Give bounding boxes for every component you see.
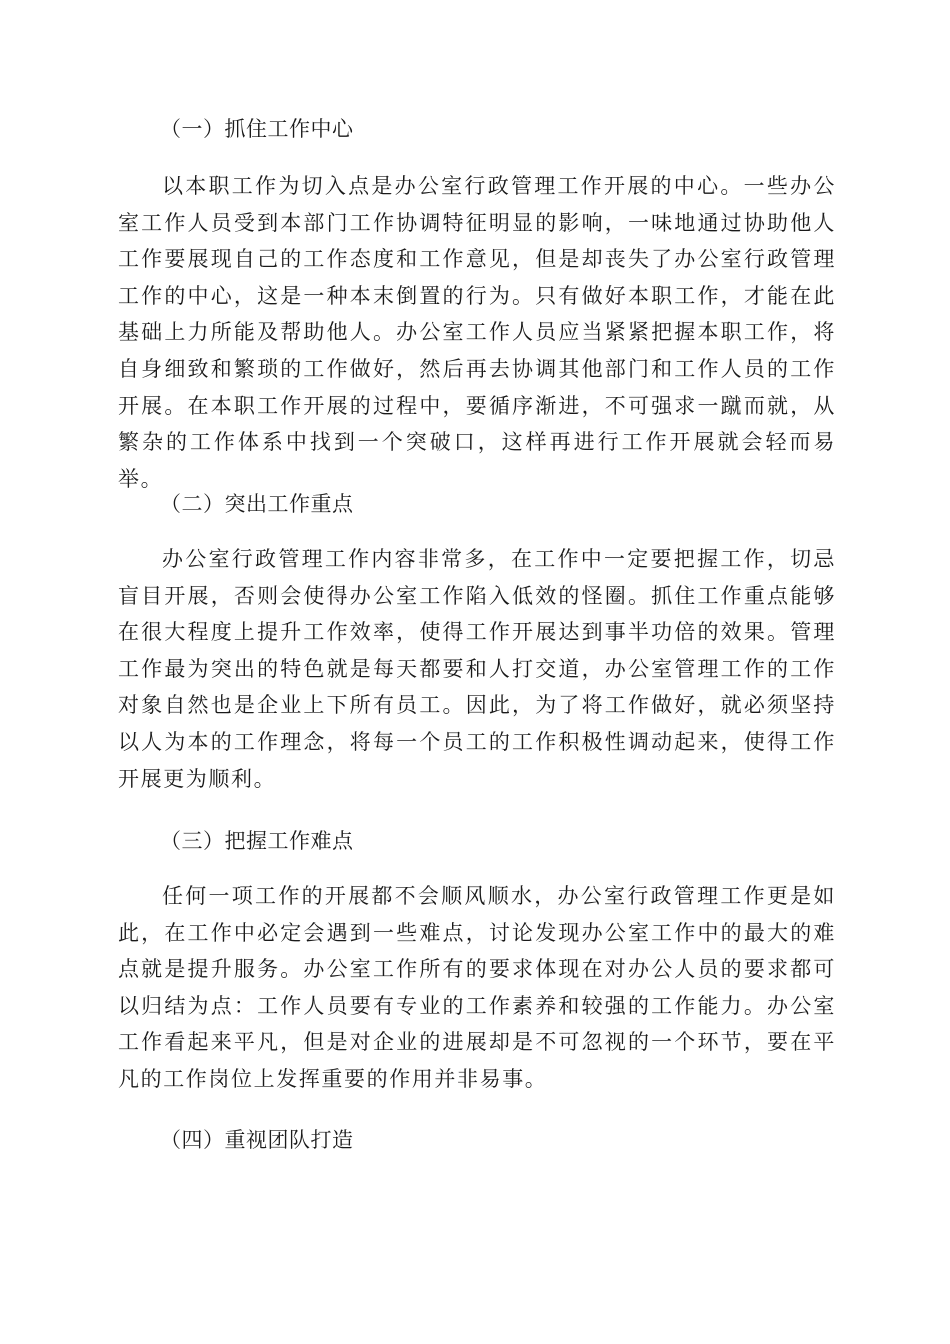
- section-heading-4: （四）重视团队打造: [160, 1128, 354, 1152]
- section-body-1: 以本职工作为切入点是办公室行政管理工作开展的中心。一些办公室工作人员受到本部门工作协调特征明显的影响，一味地通过协助他人工作要展现自己的工作态度和工作意见，但是却丧失了办公室行政管理工作的中心，这是一种本末倒置的行为。只有做好本职工作，才能在此基础上力所能及帮助他人。办公室工作人员应当紧紧把握本职工作，将自身细致和繁琐的工作做好，然后再去协调其他部门和工作人员的工作开展。在本职工作开展的过程中，要循序渐进，不可强求一蹴而就，从繁杂的工作体系中找到一个突破口，这样再进行工作开展就会轻而易举。: [118, 174, 836, 491]
- section-heading-2: （二）突出工作重点: [160, 492, 354, 516]
- section-heading-3: （三）把握工作难点: [160, 829, 354, 853]
- section-heading-1: （一）抓住工作中心: [160, 117, 354, 141]
- section-body-3: 任何一项工作的开展都不会顺风顺水，办公室行政管理工作更是如此，在工作中必定会遇到一些难点，讨论发现办公室工作中的最大的难点就是提升服务。办公室工作所有的要求体现在对办公人员的要求都可以归结为点：工作人员要有专业的工作素养和较强的工作能力。办公室工作看起来平凡，但是对企业的进展却是不可忽视的一个环节，要在平凡的工作岗位上发挥重要的作用并非易事。: [118, 884, 836, 1091]
- section-body-2: 办公室行政管理工作内容非常多，在工作中一定要把握工作，切忌盲目开展，否则会使得办公室工作陷入低效的怪圈。抓住工作重点能够在很大程度上提升工作效率，使得工作开展达到事半功倍的效果。管理工作最为突出的特色就是每天都要和人打交道，办公室管理工作的工作对象自然也是企业上下所有员工。因此，为了将工作做好，就必须坚持以人为本的工作理念，将每一个员工的工作积极性调动起来，使得工作开展更为顺利。: [118, 547, 836, 791]
